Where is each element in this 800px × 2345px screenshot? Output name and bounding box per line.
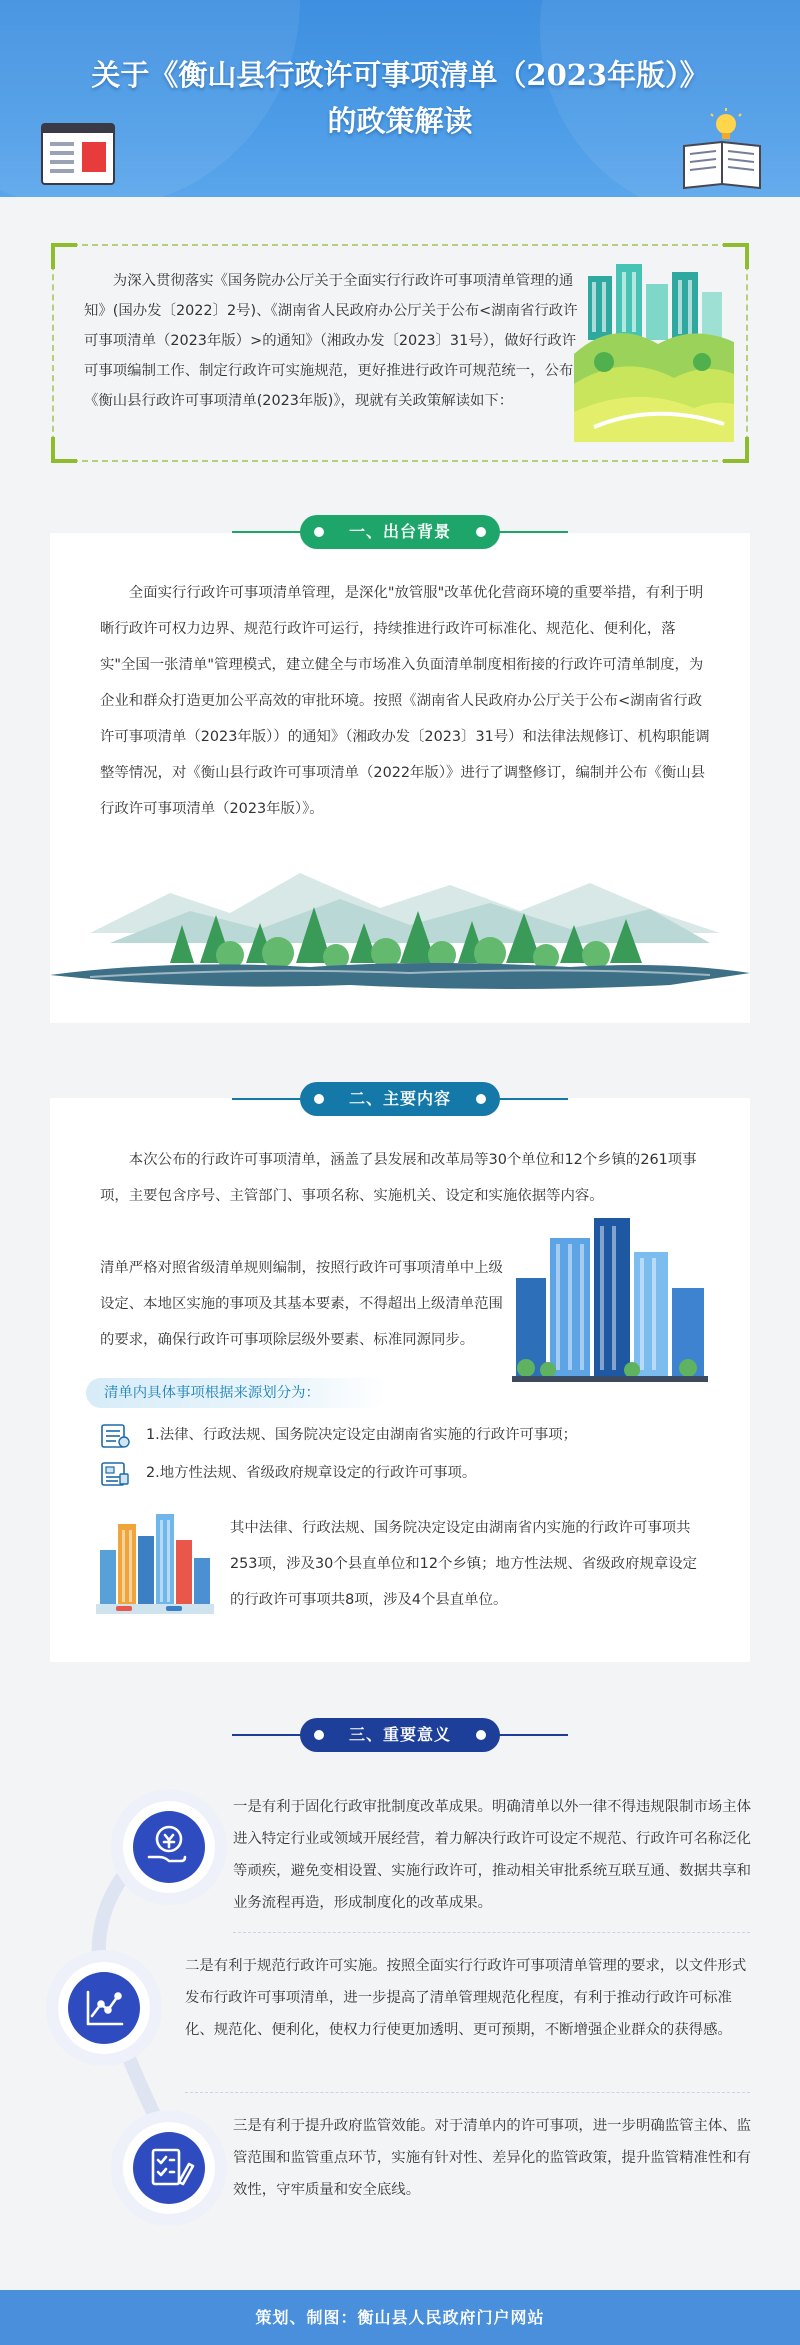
title-line [488,1098,568,1100]
source-item-text: 1.法律、行政法规、国务院决定设定由湖南省实施的行政许可事项； [146,1427,578,1443]
section-pill: 二、主要内容 [300,1082,500,1116]
significance-item-2: 二是有利于规范行政许可实施。按照全面实行行政许可事项清单管理的要求，以文件形式发布行政许可事项清单，进一步提高了清单管理规范化程度，有利于推动行政许可标准化、规范化、便利化，使权力行使更加透明、更可预期，不断增强企业群众的获得感。 [185,1958,747,2038]
main-content-text: 本次公布的行政许可事项清单，涵盖了县发展和改革局等30个单位和12个乡镇的261项事项，主要包含序号、主管部门、事项名称、实施机关、设定和实施依据等内容。 [100,1152,697,1204]
title-line-2: 的政策解读 [327,104,473,138]
regulation-document-icon [100,1462,130,1486]
mountain-forest-illustration [50,863,750,1003]
corner-decoration [51,243,77,269]
skyscrapers-illustration [512,1218,708,1382]
significance-item-3: 三是有利于提升政府监管效能。对于清单内的许可事项，进一步明确监管主体、监管范围和监管重点环节，实施有针对性、差异化的监管政策，提升监管精准性和有效性，守牢质量和安全底线。 [233,2118,752,2198]
intro-text: 为深入贯彻落实《国务院办公厅关于全面实行行政许可事项清单管理的通知》(国办发〔2022〕2号)、《湖南省人民政府办公厅关于公布<湖南省行政许可事项清单（2023年版）>的通知》（湘政办发〔2023〕31号），做好行政许可事项编制工作、制定行政许可实施规范，更好推进行政许可规范统一，公布《衡山县行政许可事项清单(2023年版)》，现就有关政策解读如下： [84,273,578,409]
main-content-section-card [50,1098,750,1662]
background-text: 全面实行行政许可事项清单管理，是深化"放管服"改革优化营商环境的重要举措，有利于明晰行政许可权力边界、规范行政许可运行，持续推进行政许可标准化、规范化、便利化，落实"全国一张清单"管理模式，建立健全与市场准入负面清单制度相衔接的行政许可清单制度，为企业和群众打造更加公平高效的审批环境。按照《湖南省人民政府办公厅关于公布<湖南省行政许可事项清单（2023年版））的通知》（湘政办发〔2023〕31号）和法律法规修订、机构职能调整等情况，对《衡山县行政许可事项清单（2022年版）》进行了调整修订，编制并公布《衡山县行政许可事项清单（2023年版）》。 [100,585,710,817]
city-skyline-illustration [96,1510,214,1614]
significance-badge-2 [44,1948,164,2068]
book-lightbulb-icon [680,108,764,190]
separator [185,2092,750,2093]
main-content-text-2: 清单严格对照省级清单规则编制，按照行政许可事项清单中上级设定、本地区实施的事项及其基本要素，不得超出上级清单范围的要求，确保行政许可事项除层级外要素、标准同源同步。 [100,1260,503,1348]
separator [233,1932,750,1933]
green-city-illustration [574,262,734,442]
significance-badge-3 [109,2108,229,2228]
significance-item-1: 一是有利于固化行政审批制度改革成果。明确清单以外一律不得违规限制市场主体进入特定行业或领域开展经营，着力解决行政许可设定不规范、行政许可名称泛化等顽疾，避免变相设置、实施行政许可，推动相关审批系统互联互通、数据共享和业务流程再造，形成制度化的改革成果。 [233,1799,752,1911]
title-line [488,531,568,533]
source-item-text: 2.地方性法规、省级政府规章设定的行政许可事项。 [146,1465,477,1481]
title-line-1: 关于《衡山县行政许可事项清单（2023年版）》 [91,58,709,92]
corner-decoration [51,437,77,463]
significance-badge-1 [109,1787,229,1907]
section-title-background [0,515,800,549]
source-category-label: 清单内具体事项根据来源划分为： [86,1378,386,1408]
section-pill: 三、重要意义 [300,1718,500,1752]
newspaper-icon [40,120,116,186]
document-list-icon [100,1424,130,1448]
item-count-text: 其中法律、行政法规、国务院决定设定由湖南省内实施的行政许可事项共253项，涉及30个县直单位和12个乡镇；地方性法规、省级政府规章设定的行政许可事项共8项，涉及4个县直单位。 [230,1520,698,1608]
section-title-main-content [0,1082,800,1116]
page-footer: 策划、制图：衡山县人民政府门户网站 [0,2290,800,2345]
intro-box [52,244,748,462]
page-title [0,52,800,144]
page-header [0,0,800,197]
title-line [488,1734,568,1736]
background-section-card [50,533,750,1023]
section-pill: 一、出台背景 [300,515,500,549]
section-title-significance [0,1718,800,1752]
